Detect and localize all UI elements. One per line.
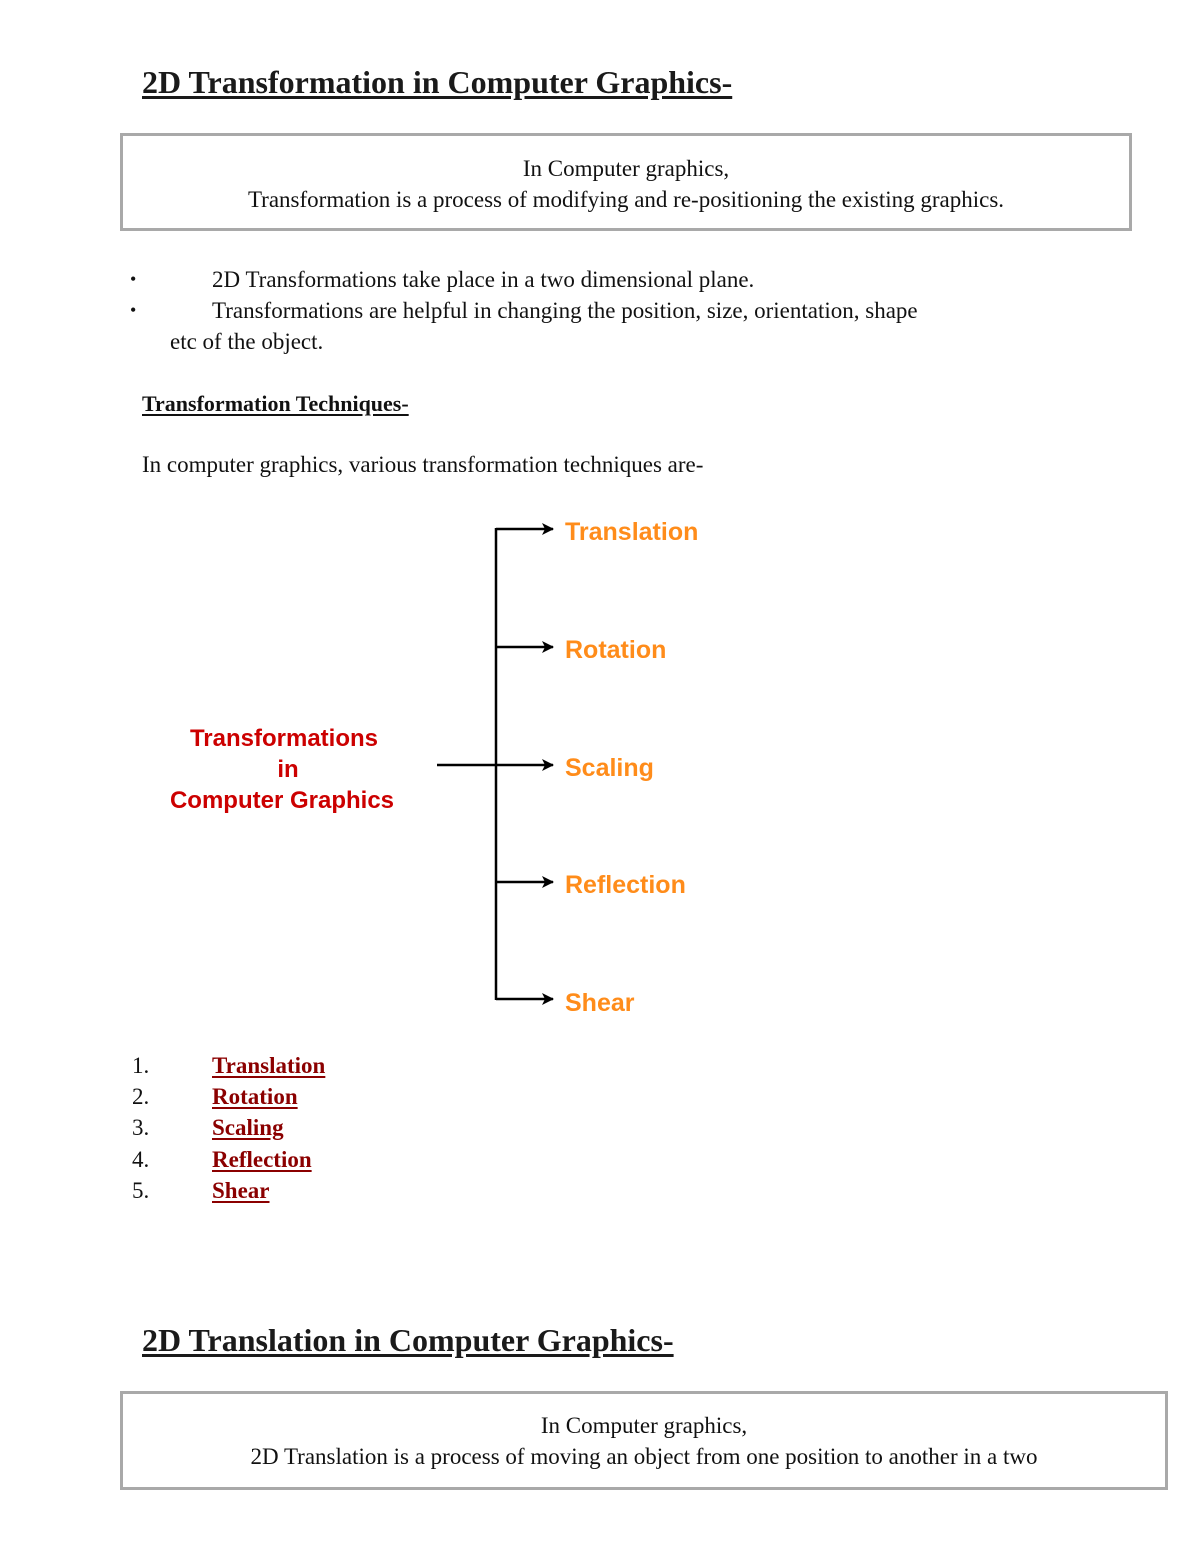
list-number: 3. <box>132 1115 150 1140</box>
bullet-item: Transformations are helpful in changing the position, size, orientation, shape <box>212 298 918 323</box>
transformations-diagram <box>0 500 1200 1030</box>
diagram-branch-translation: Translation <box>565 518 699 546</box>
definition-box <box>120 1391 1168 1490</box>
section-heading: Transformation Techniques- <box>142 391 409 416</box>
definition-line-2: 2D Translation is a process of moving an object from one position to another in a two <box>250 1444 1038 1469</box>
bullet-item: 2D Transformations take place in a two dimensional plane. <box>212 267 755 292</box>
bullet-icon: • <box>130 300 137 320</box>
link-reflection[interactable]: Reflection <box>212 1147 312 1172</box>
diagram-branch-reflection: Reflection <box>565 871 686 899</box>
diagram-root-label: Transformations <box>189 725 379 752</box>
definition-line-1: In Computer graphics, <box>522 156 730 181</box>
list-number: 4. <box>132 1147 150 1172</box>
intro-paragraph: In computer graphics, various transformation techniques are- <box>142 452 704 477</box>
bullet-item-continuation: etc of the object. <box>170 329 324 354</box>
diagram-branch-rotation: Rotation <box>565 636 667 664</box>
list-number: 2. <box>132 1084 150 1109</box>
link-rotation[interactable]: Rotation <box>212 1084 298 1109</box>
diagram-branch-shear: Shear <box>565 989 635 1017</box>
page-title: 2D Transformation in Computer Graphics- <box>142 64 733 100</box>
bullet-icon: • <box>130 269 137 289</box>
diagram-root-label: in <box>277 756 299 783</box>
list-number: 1. <box>132 1053 150 1078</box>
diagram-root-label: Computer Graphics <box>169 787 395 814</box>
link-translation[interactable]: Translation <box>212 1053 326 1078</box>
link-shear[interactable]: Shear <box>212 1178 270 1203</box>
definition-line-1: In Computer graphics, <box>540 1413 748 1438</box>
definition-box <box>120 133 1132 231</box>
link-scaling[interactable]: Scaling <box>212 1115 284 1140</box>
diagram-branch-scaling: Scaling <box>565 754 654 782</box>
list-number: 5. <box>132 1178 150 1203</box>
definition-line-2: Transformation is a process of modifying and re-positioning the existing graphics. <box>247 187 1005 212</box>
section-title: 2D Translation in Computer Graphics- <box>142 1322 674 1358</box>
